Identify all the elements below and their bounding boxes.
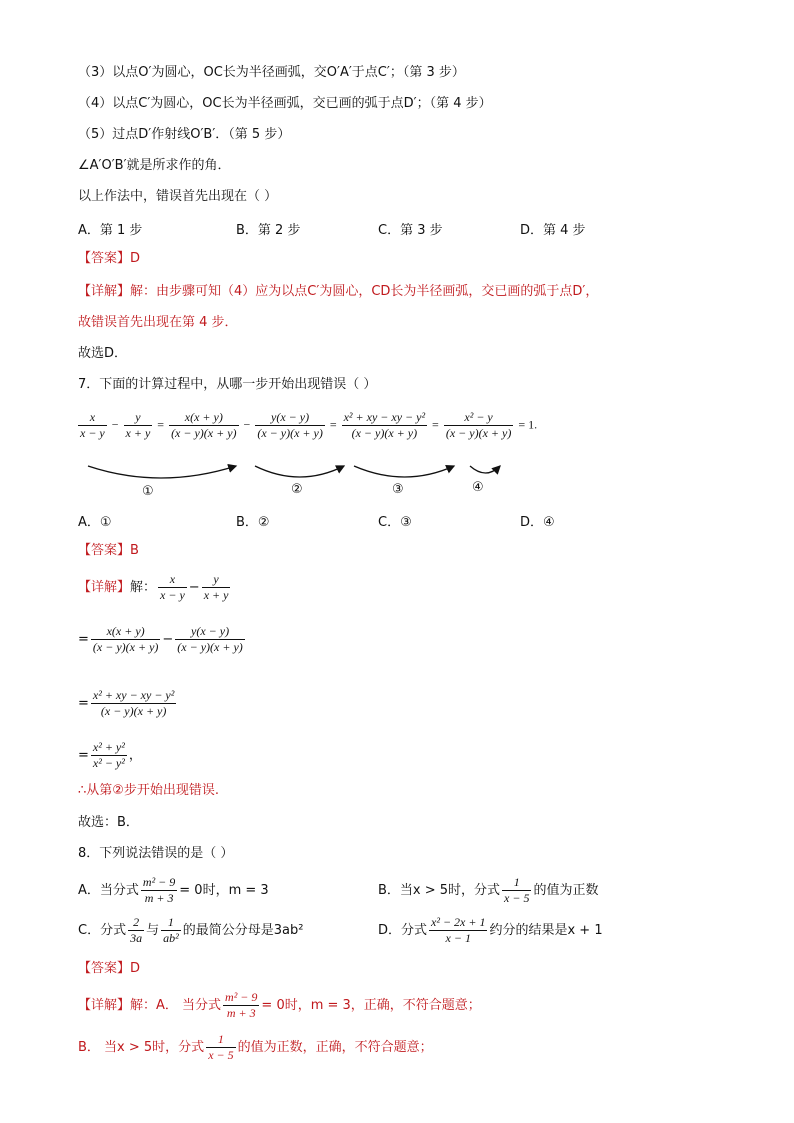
answer-value: D [130,961,141,976]
step-label-1: ① [142,484,154,499]
q7-option-b: B．② [236,515,270,530]
q7-detail-4: = $\frac{\text{x² + y²}}{\text{x² − y²}}$ ， [78,740,142,770]
answer-value: B [130,543,139,558]
q7-answer [78,542,139,560]
detail-prefix: 解： [130,580,157,595]
step-arrows [0,0,794,520]
fraction: $\frac{1}{\text{ab²}}$ [163,915,179,945]
detail-label: 【详解】 [78,998,131,1013]
operator: = [157,417,165,432]
step-label-4: ④ [472,480,484,495]
answer-value: D [130,251,141,266]
step-5: （5）过点D′作射线O′B′．（第 5 步） [78,127,291,142]
q8-detail-b: B． 当x > 5时，分式 $\frac{1}{x - 5}$ 的值为正数，正确，不符合题意； [78,1032,433,1062]
operator: = [432,417,439,432]
q7-option-c: C．③ [378,515,412,530]
answer-label: 【答案】 [78,251,131,266]
step-3: （3）以点O′为圆心，OC长为半径画弧，交O′A′于点C′；（第 3 步） [78,65,465,80]
step-label-2: ② [291,482,303,497]
fraction: $\frac{\text{m² − 9}}{m + 3}$ [142,875,176,905]
q8-option-b: B．当x > 5时，分式 $\frac{1}{x - 5}$ 的值为正数 [378,875,599,905]
q6-question: 以上作法中，错误首先出现在（ ） [78,189,278,204]
fraction: $\frac{x}{x - y}$ [160,572,185,602]
q7-detail-1: 【详解】解： $\frac{x}{x - y}$ − $\frac{y}{x + y}$ [78,572,229,602]
q6-conclusion: 故选D． [78,346,128,361]
operator: = [329,417,337,432]
detail-text: 解：由步骤可知（4）应为以点C′为圆心，CD长为半径画弧，交已画的弧于点D′， [130,284,599,299]
fraction: $\frac{\text{x² + xy − xy − y²}}{(x - y)(x + y)}$ [92,688,175,718]
operator: − [111,417,119,432]
answer-label: 【答案】 [78,543,131,558]
q7-therefore: ∴从第②步开始出现错误. [78,783,220,798]
fraction: $\frac{\text{x² + xy − xy − y²}}{(x - y)(x + y)}$ [343,410,426,440]
q7-option-d: D．④ [520,515,555,530]
q7-conclusion: 故选：B． [78,815,139,830]
fraction: $\frac{y(x - y)}{(x - y)(x + y)}$ [257,410,323,440]
operator: = 1. [518,417,538,432]
q8-answer [78,960,140,978]
arrow-4 [470,466,500,473]
q7-detail-3: = $\frac{\text{x² + xy − xy − y²}}{(x - y)(x + y)}$ [78,688,175,718]
fraction: $\frac{y}{x + y}$ [125,410,151,440]
fraction: $\frac{1}{x - 5}$ [504,875,530,905]
fraction: $\frac{2}{3a}$ [130,915,143,945]
fraction: $\frac{1}{x - 5}$ [208,1032,234,1062]
fraction: $\frac{y}{x + y}$ [203,572,229,602]
q6-option-c: C．第 3 步 [378,223,443,238]
answer-label: 【答案】 [78,961,131,976]
q6-option-b: B．第 2 步 [236,223,301,238]
arrow-1 [88,466,236,478]
step-4: （4）以点C′为圆心，OC长为半径画弧，交已画的弧于点D′；（第 4 步） [78,96,492,111]
q7-detail-2: = $\frac{x(x + y)}{(x - y)(x + y)}$ − $\frac{y(x - y)}{(x - y)(x + y)}$ [78,624,243,654]
fraction: $\frac{\text{m² − 9}}{m + 3}$ [225,990,258,1020]
q8-option-c: C．分式 $\frac{2}{3a}$ 与 $\frac{1}{\text{ab²}}$ 的最简公分母是3ab² [78,915,304,945]
fraction: $\frac{y(x - y)}{(x - y)(x + y)}$ [177,624,243,654]
q6-option-a: A．第 1 步 [78,223,143,238]
fraction: $\frac{x(x + y)}{(x - y)(x + y)}$ [171,410,237,440]
fraction: $\frac{\text{x² − y}}{(x - y)(x + y)}$ [445,410,512,440]
q7-option-a: A．① [78,515,112,530]
q8-title: 8．下列说法错误的是（ ） [78,846,234,861]
detail-label: 【详解】 [78,580,131,595]
fraction: $\frac{x}{x - y}$ [80,410,105,440]
q6-detail-2: 故错误首先出现在第 4 步． [78,315,238,330]
q7-title: 7．下面的计算过程中，从哪一步开始出现错误（ ） [78,377,377,392]
arrow-3 [354,466,454,477]
operator: − [243,417,251,432]
fraction: $\frac{\text{x² + y²}}{\text{x² − y²}}$ [92,740,125,770]
step-label-3: ③ [392,482,404,497]
q6-option-d: D．第 4 步 [520,223,586,238]
q8-option-d: D．分式 $\frac{\text{x² − 2x + 1}}{x - 1}$ 约分的结果是x + 1 [378,915,603,945]
fraction: $\frac{\text{x² − 2x + 1}}{x - 1}$ [431,915,486,945]
detail-label: 【详解】 [78,284,131,299]
angle-statement: ∠A′O′B′就是所求作的角． [78,158,231,173]
q8-option-a: A．当分式 $\frac{\text{m² − 9}}{m + 3}$ = 0时，m = 3 [78,875,269,905]
q8-detail-a: 【详解】解：A． 当分式 $\frac{\text{m² − 9}}{m + 3}$ = 0时，m = 3，正确，不符合题意； [78,990,481,1020]
fraction: $\frac{x(x + y)}{(x - y)(x + y)}$ [92,624,159,654]
arrow-2 [255,466,344,477]
